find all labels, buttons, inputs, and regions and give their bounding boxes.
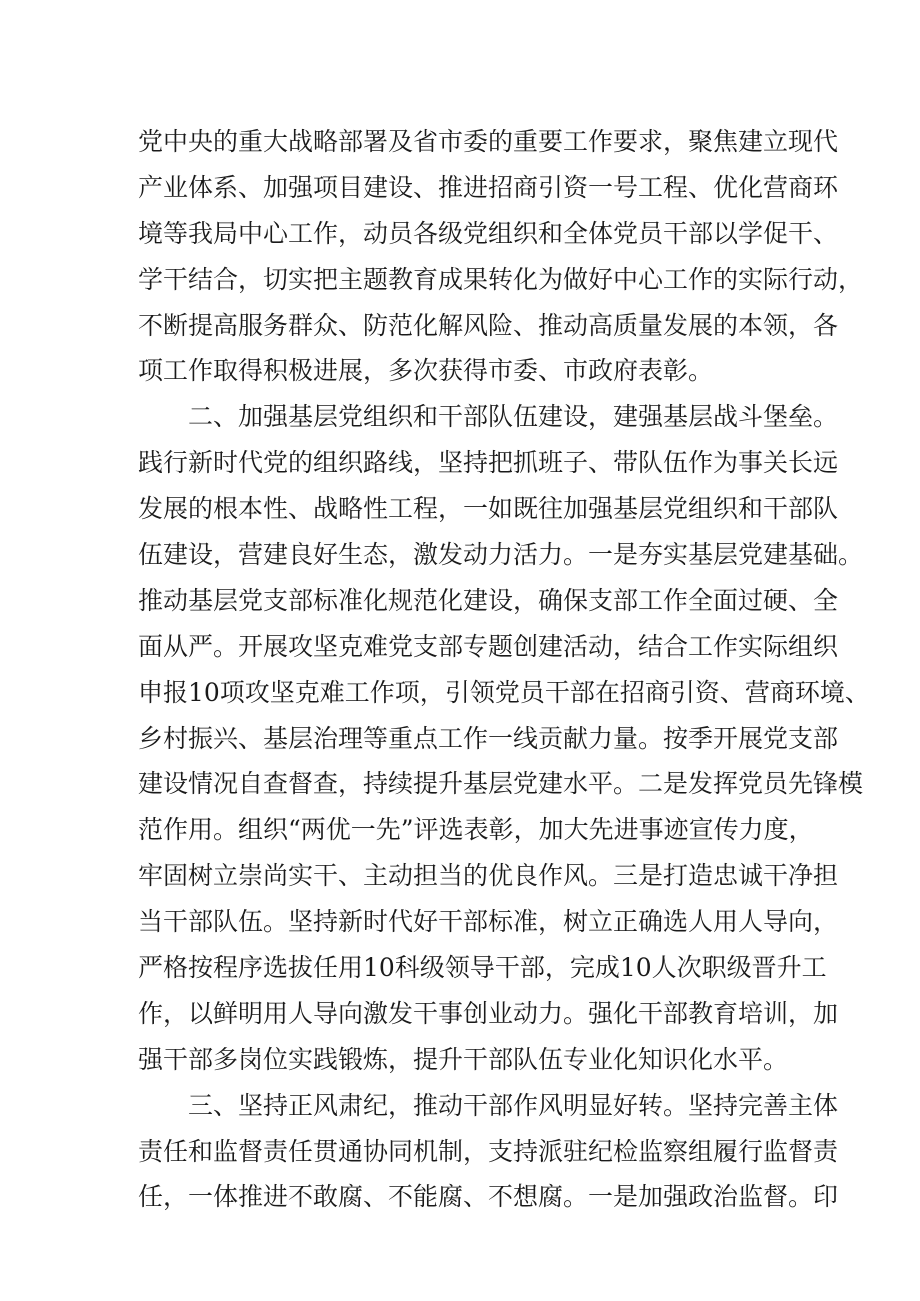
text-line: 境等我局中心工作，动员各级党组织和全体党员干部以学促干、 — [138, 218, 839, 248]
text-line: 面从严。开展攻坚克难党支部专题创建活动，结合工作实际组织 — [138, 631, 839, 661]
text-line: 严格按程序选拔任用10科级领导干部，完成10人次职级晋升工 — [138, 953, 827, 983]
document-body — [138, 119, 870, 1220]
text-line: 建设情况自查督查，持续提升基层党建水平。二是发挥党员先锋模 — [138, 769, 864, 799]
text-line: 发展的根本性、战略性工程，一如既往加强基层党组织和干部队 — [138, 494, 839, 524]
text-line: 项工作取得积极进展，多次获得市委、市政府表彰。 — [138, 356, 714, 386]
text-line: 学干结合，切实把主题教育成果转化为做好中心工作的实际行动， — [138, 264, 864, 294]
text-line: 推动基层党支部标准化规范化建设，确保支部工作全面过硬、全 — [138, 585, 839, 615]
section-heading-line: 二、加强基层党组织和干部队伍建设，建强基层战斗堡垒。 — [188, 402, 839, 432]
paragraph-3 — [138, 1083, 839, 1221]
text-line: 责任和监督责任贯通协同机制，支持派驻纪检监察组履行监督责 — [138, 1136, 839, 1166]
text-line: 申报10项攻坚克难工作项，引领党员干部在招商引资、营商环境、 — [138, 677, 870, 707]
text-line: 党中央的重大战略部署及省市委的重要工作要求，聚焦建立现代 — [138, 127, 839, 156]
text-line: 产业体系、加强项目建设、推进招商引资一号工程、优化营商环 — [138, 172, 839, 202]
text-line: 作，以鲜明用人导向激发干事创业动力。强化干部教育培训，加 — [138, 998, 839, 1028]
text-line: 乡村振兴、基层治理等重点工作一线贡献力量。按季开展党支部 — [138, 723, 839, 753]
text-line: 践行新时代党的组织路线，坚持把抓班子、带队伍作为事关长远 — [138, 448, 839, 478]
text-line: 任，一体推进不敢腐、不能腐、不想腐。一是加强政治监督。印 — [138, 1182, 839, 1212]
section-heading-line: 三、坚持正风肃纪，推动干部作风明显好转。坚持完善主体 — [188, 1090, 839, 1120]
text-line: 当干部队伍。坚持新时代好干部标准，树立正确选人用人导向， — [138, 907, 839, 937]
text-line: 伍建设，营建良好生态，激发动力活力。一是夯实基层党建基础。 — [138, 540, 864, 570]
text-line: 牢固树立崇尚实干、主动担当的优良作风。三是打造忠诚干净担 — [138, 861, 839, 891]
paragraph-1 — [138, 119, 864, 394]
paragraph-2 — [138, 394, 870, 1082]
text-line: 强干部多岗位实践锻炼，提升干部队伍专业化知识化水平。 — [138, 1044, 789, 1074]
text-line: 不断提高服务群众、防范化解风险、推动高质量发展的本领，各 — [138, 310, 839, 340]
text-line: 范作用。组织“两优一先”评选表彰，加大先进事迹宣传力度， — [138, 815, 814, 845]
